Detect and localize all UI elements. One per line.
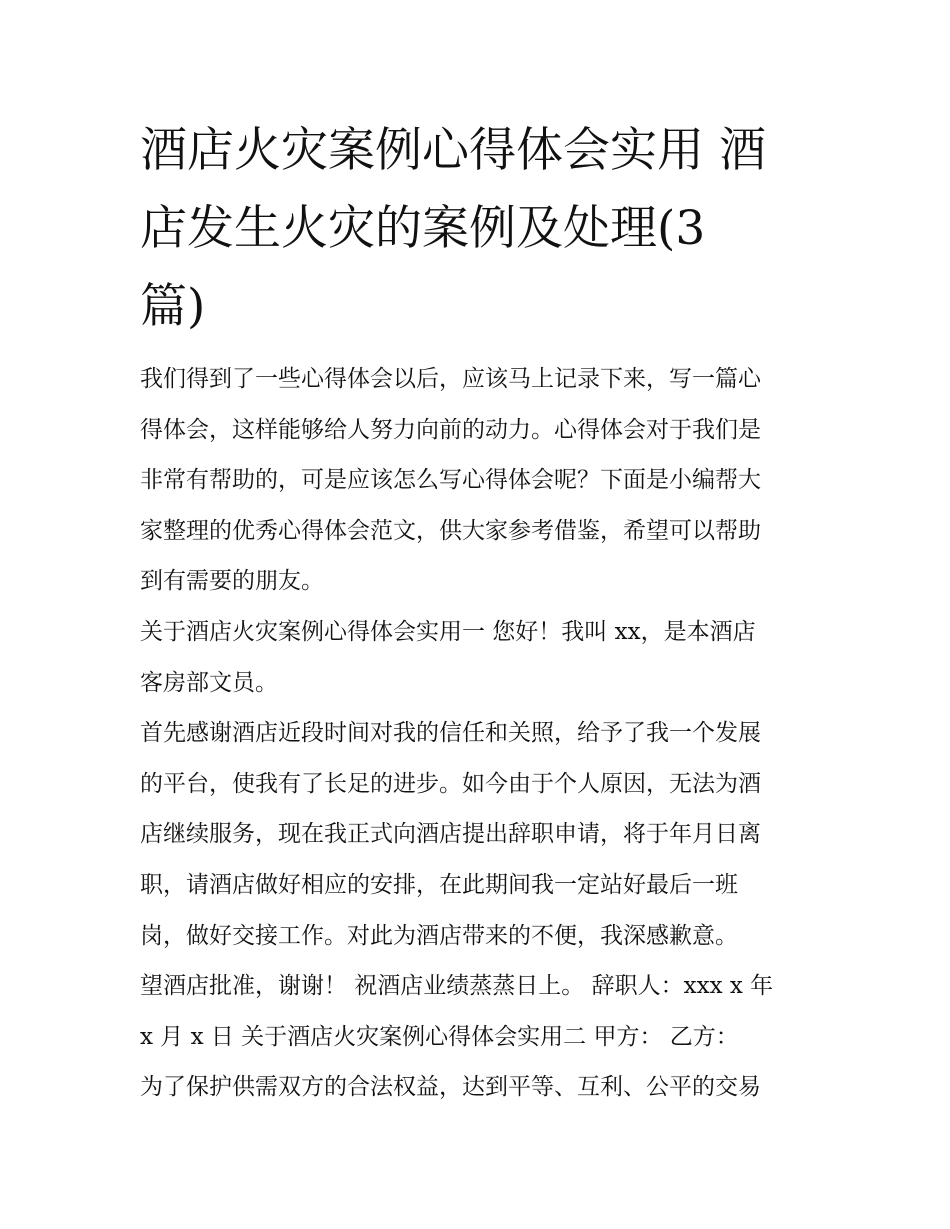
title-line-2: 店发生火灾的案例及处理(3 — [140, 201, 706, 256]
body-line: 非常有帮助的，可是应该怎么写心得体会呢？下面是小编帮大 — [140, 467, 761, 494]
document-body — [140, 354, 820, 1113]
body-line: 为了保护供需双方的合法权益，达到平等、互利、公平的交易 — [140, 1074, 761, 1101]
body-line: 得体会，这样能够给人努力向前的动力。心得体会对于我们是 — [140, 416, 761, 443]
title-line-3: 篇) — [140, 279, 206, 334]
body-line: 关于酒店火灾案例心得体会实用一 您好！我叫 xx，是本酒店 — [140, 618, 756, 645]
title-line-1: 酒店火灾案例心得体会实用 酒 — [140, 123, 766, 178]
body-line: 店继续服务，现在我正式向酒店提出辞职申请，将于年月日离 — [140, 821, 761, 848]
body-line: 我们得到了一些心得体会以后，应该马上记录下来，写一篇心 — [140, 366, 761, 392]
body-line: 家整理的优秀心得体会范文，供大家参考借鉴，希望可以帮助 — [140, 517, 761, 544]
body-line: 望酒店批准，谢谢！ 祝酒店业绩蒸蒸日上。 辞职人：xxx x 年 — [140, 973, 774, 1000]
body-line: 到有需要的朋友。 — [140, 568, 324, 595]
body-line: 客房部文员。 — [140, 669, 278, 696]
body-line: 职，请酒店做好相应的安排，在此期间我一定站好最后一班 — [140, 871, 738, 898]
body-line: 首先感谢酒店近段时间对我的信任和关照，给予了我一个发展 — [140, 720, 761, 747]
document-title — [140, 112, 820, 346]
body-line: x 月 x 日 关于酒店火灾案例心得体会实用二 甲方： 乙方： — [140, 1023, 739, 1050]
body-line: 的平台，使我有了长足的进步。如今由于个人原因，无法为酒 — [140, 770, 761, 797]
body-line: 岗，做好交接工作。对此为酒店带来的不便，我深感歉意。 — [140, 922, 738, 949]
